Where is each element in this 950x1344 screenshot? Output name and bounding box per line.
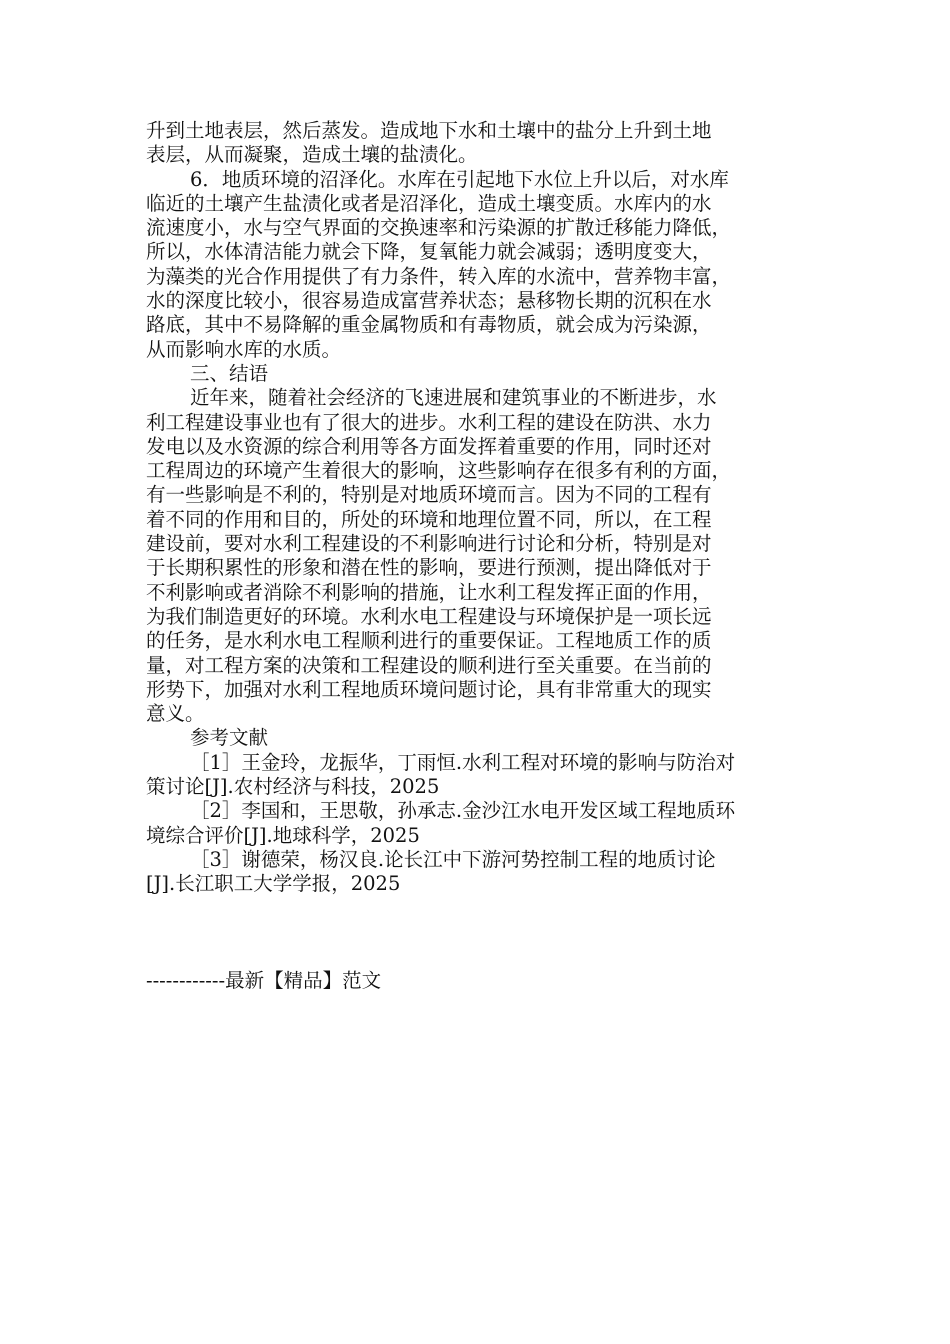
text-line: 工程周边的环境产生着很大的影响，这些影响存在很多有利的方面， (146, 459, 732, 483)
text-line: 6．地质环境的沼泽化。水库在引起地下水位上升以后，对水库 (190, 167, 729, 191)
text-line: 升到土地表层，然后蒸发。造成地下水和土壤中的盐分上升到土地 (146, 119, 712, 142)
text-line: 不利影响或者消除不利影响的措施，让水利工程发挥正面的作用， (146, 580, 712, 604)
text-line: ［3］谢德荣，杨汉良.论长江中下游河势控制工程的地质讨论 (190, 847, 716, 871)
text-line: 的任务，是水利水电工程顺利进行的重要保证。工程地质工作的质 (146, 629, 712, 653)
text-line: 发电以及水资源的综合利用等各方面发挥着重要的作用，同时还对 (146, 434, 712, 458)
text-line: 形势下，加强对水利工程地质环境问题讨论，具有非常重大的现实 (146, 677, 712, 701)
text-line: 量，对工程方案的决策和工程建设的顺利进行至关重要。在当前的 (146, 653, 712, 677)
text-line: 利工程建设事业也有了很大的进步。水利工程的建设在防洪、水力 (146, 410, 712, 434)
text-line: ［2］李国和，王思敬，孙承志.金沙江水电开发区域工程地质环 (190, 799, 736, 823)
text-line: 流速度小，水与空气界面的交换速率和污染源的扩散迁移能力降低， (146, 216, 732, 240)
text-line: 三、结语 (190, 361, 269, 385)
text-line: 水的深度比较小，很容易造成富营养状态；悬移物长期的沉积在水 (146, 289, 712, 313)
text-line: 路底，其中不易降解的重金属物质和有毒物质，就会成为污染源， (146, 313, 712, 337)
text-line: 临近的土壤产生盐渍化或者是沼泽化，造成土壤变质。水库内的水 (146, 191, 712, 215)
text-line: 意义。 (146, 702, 205, 726)
text-line: 所以，水体清洁能力就会下降，复氧能力就会减弱；透明度变大， (146, 240, 712, 264)
text-line: 有一些影响是不利的，特别是对地质环境而言。因为不同的工程有 (146, 483, 712, 507)
text-line: 境综合评价[J].地球科学，2025 (146, 823, 420, 847)
text-line: 为我们制造更好的环境。水利水电工程建设与环境保护是一项长远 (146, 604, 712, 628)
text-line: 着不同的作用和目的，所处的环境和地理位置不同，所以，在工程 (146, 507, 712, 531)
document-body (146, 119, 806, 897)
text-line: 参考文献 (190, 726, 269, 750)
text-line: 为藻类的光合作用提供了有力条件，转入库的水流中，营养物丰富， (146, 264, 732, 288)
text-line: 表层，从而凝聚，造成土壤的盐渍化。 (146, 143, 478, 167)
text-line: 建设前，要对水利工程建设的不利影响进行讨论和分析，特别是对 (146, 532, 712, 556)
text-line: 从而影响水库的水质。 (146, 337, 342, 361)
text-line: [J].长江职工大学学报，2025 (146, 872, 401, 896)
text-line: ［1］王金玲，龙振华，丁雨恒.水利工程对环境的影响与防治对 (190, 750, 736, 774)
text-line: 近年来，随着社会经济的飞速进展和建筑事业的不断进步，水 (190, 386, 717, 410)
footer-text: ------------最新【精品】范文 (146, 969, 382, 992)
text-line: 策讨论[J].农村经济与科技，2025 (146, 775, 440, 799)
text-line: 于长期积累性的形象和潜在性的影响，要进行预测，提出降低对于 (146, 556, 712, 580)
